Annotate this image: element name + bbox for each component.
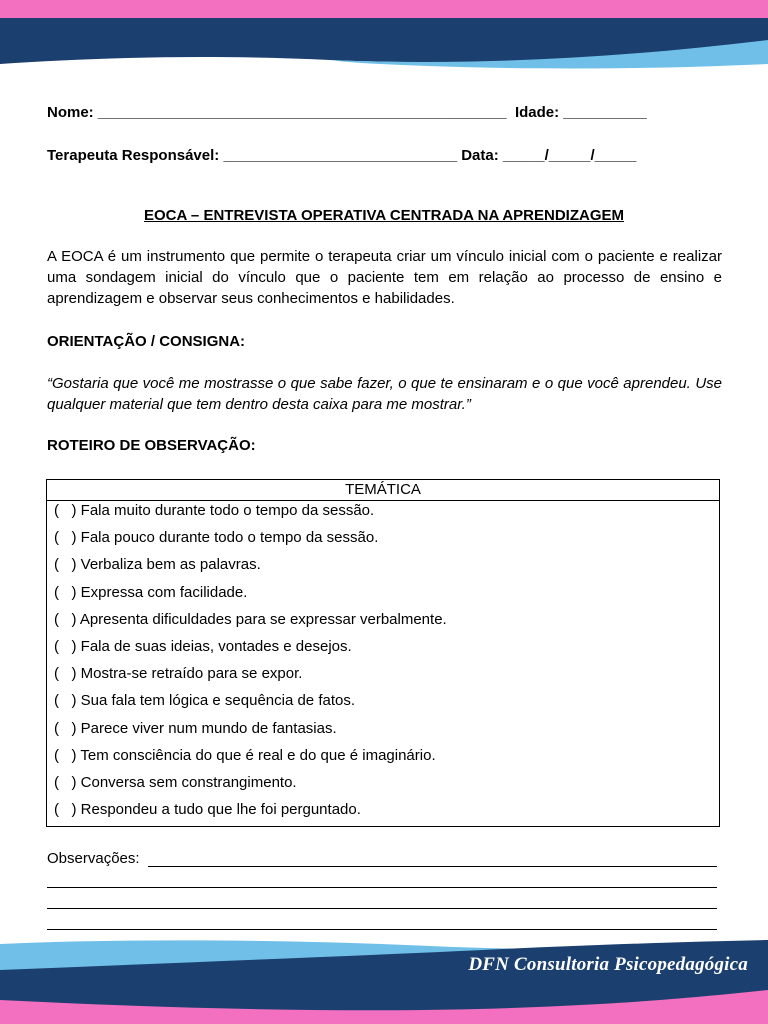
checklist-item[interactable]: ( ) Fala de suas ideias, vontades e desejos.	[54, 637, 352, 655]
checklist-item[interactable]: ( ) Respondeu a tudo que lhe foi perguntado.	[54, 801, 361, 819]
checklist-item[interactable]: ( ) Verbaliza bem as palavras.	[54, 556, 261, 574]
checklist-item[interactable]: ( ) Expressa com facilidade.	[54, 583, 248, 601]
table-header: TEMÁTICA	[47, 480, 719, 501]
document-title: EOCA – ENTREVISTA OPERATIVA CENTRADA NA APRENDIZAGEM	[143, 207, 625, 224]
checklist-item[interactable]: ( ) Sua fala tem lógica e sequência de fatos.	[54, 692, 356, 710]
checklist-item[interactable]: ( ) Parece viver num mundo de fantasias.	[54, 719, 337, 737]
intro-paragraph: A EOCA é um instrumento que permite o terapeuta criar um vínculo inicial com o paciente e realizar uma sondagem inicial do vínculo que o paciente tem em relação ao processo de ensino e aprendizagem e observar seus conhecimentos e habilidades.	[47, 248, 722, 307]
checklist-item[interactable]: ( ) Tem consciência do que é real e do que é imaginário.	[54, 746, 436, 764]
observation-table	[46, 479, 720, 827]
checklist-item[interactable]: ( ) Fala muito durante todo o tempo da sessão.	[54, 502, 375, 519]
checklist	[47, 501, 719, 827]
observations-label: Observações:	[47, 850, 140, 867]
checklist-item[interactable]: ( ) Conversa sem constrangimento.	[54, 773, 297, 791]
header-wave-decoration	[0, 0, 768, 80]
checklist-item[interactable]: ( ) Apresenta dificuldades para se expressar verbalmente.	[54, 610, 447, 628]
observations-line[interactable]	[47, 908, 717, 909]
observations-line[interactable]	[148, 866, 717, 867]
therapist-date-field[interactable]: Terapeuta Responsável: ____________________________ Data: _____/_____/_____	[47, 147, 637, 164]
patient-name-age-field[interactable]: Nome: _________________________________________________ Idade: __________	[47, 104, 647, 121]
checklist-item[interactable]: ( ) Fala pouco durante todo o tempo da sessão.	[54, 529, 379, 547]
checklist-item[interactable]: ( ) Mostra-se retraído para se expor.	[54, 665, 303, 683]
footer-wave-decoration	[0, 930, 768, 1024]
roteiro-heading: ROTEIRO DE OBSERVAÇÃO:	[47, 437, 256, 454]
orientation-heading: ORIENTAÇÃO / CONSIGNA:	[47, 333, 246, 350]
observations-line[interactable]	[47, 887, 717, 888]
brand-logo-text: DFN Consultoria Psicopedagógica	[468, 954, 748, 975]
instruction-quote: “Gostaria que você me mostrasse o que sabe fazer, o que te ensinaram e o que você aprendeu. Use qualquer material que tem dentro desta caixa para me mostrar.”	[47, 375, 722, 413]
